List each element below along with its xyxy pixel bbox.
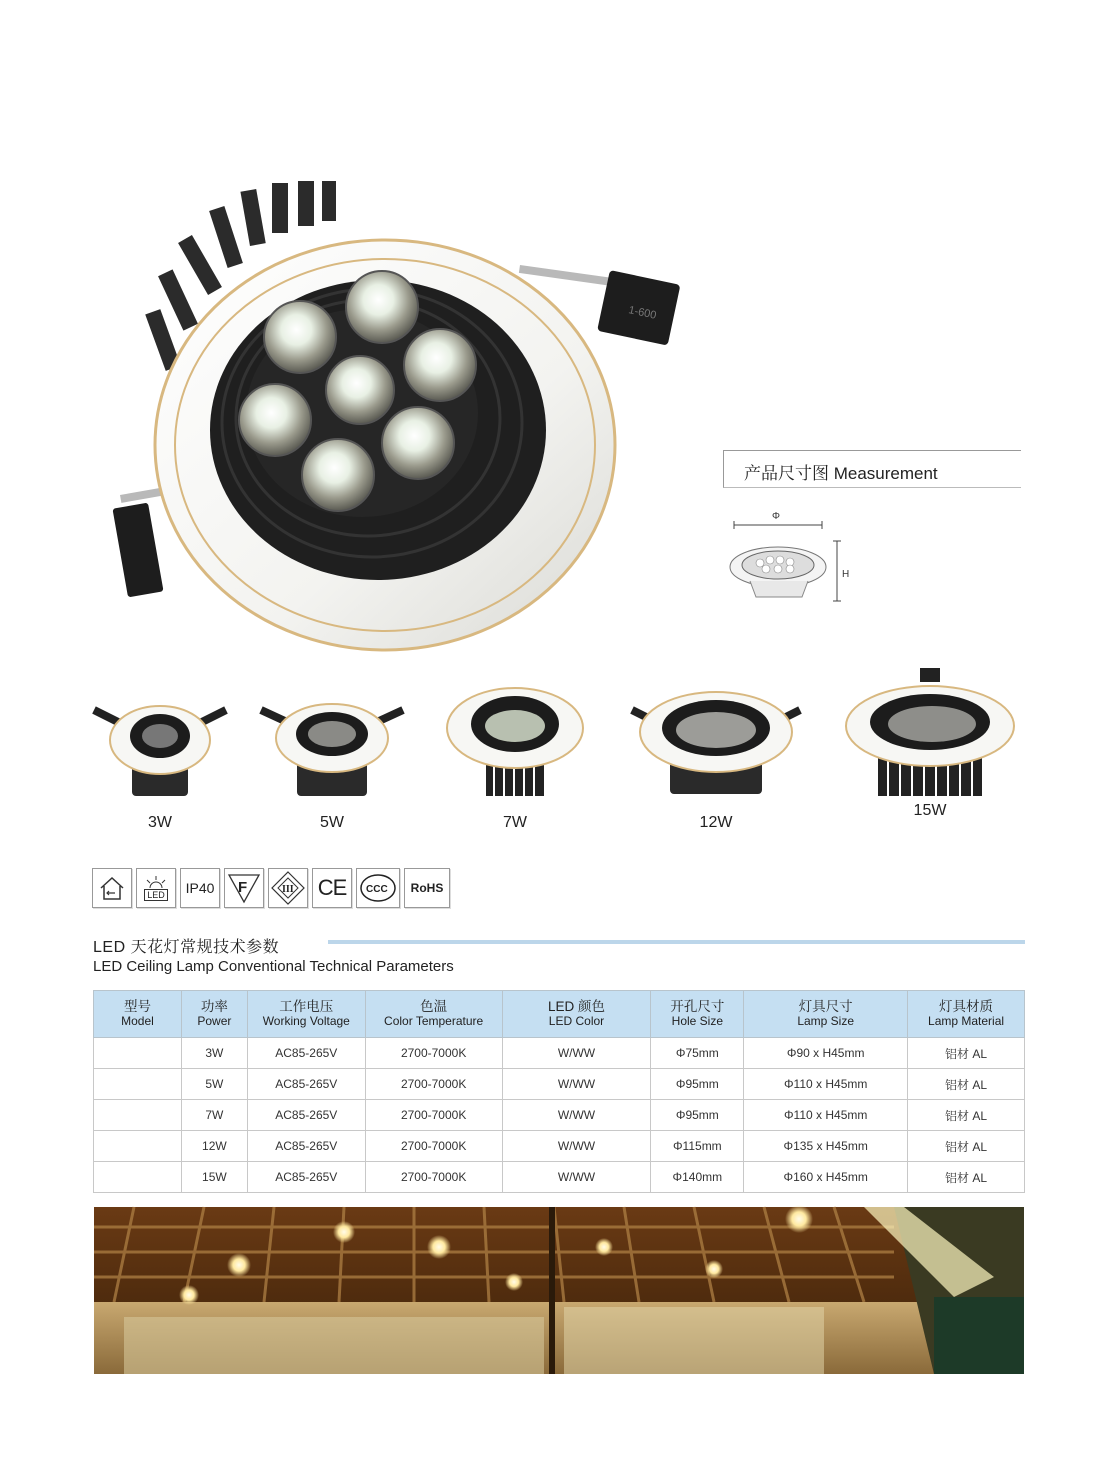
measurement-title: 产品尺寸图 Measurement — [744, 464, 938, 483]
header-zh: 灯具材质 — [939, 999, 994, 1014]
header-en: Power — [197, 1014, 232, 1028]
table-header-row — [94, 991, 1025, 1038]
ccc-text: CCC — [366, 884, 388, 895]
header-en: LED Color — [548, 1014, 605, 1028]
header-lamp-size — [744, 991, 908, 1038]
header-zh: 工作电压 — [279, 999, 334, 1014]
f-mark-text: F — [238, 879, 248, 896]
variant-label: 7W — [503, 814, 527, 831]
lamp-3w-image — [90, 680, 230, 800]
header-en: Model — [121, 1014, 154, 1028]
table-cell: Φ160 x H45mm — [744, 1162, 908, 1193]
table-cell: 12W — [181, 1131, 247, 1162]
table-row — [94, 1069, 1025, 1100]
variant-12w — [628, 680, 804, 832]
table-cell: AC85-265V — [247, 1100, 365, 1131]
variant-label: 12W — [699, 814, 733, 831]
variant-label: 3W — [148, 814, 172, 831]
table-cell: AC85-265V — [247, 1069, 365, 1100]
interior-photo — [94, 1207, 1024, 1374]
table-cell: 2700-7000K — [365, 1100, 502, 1131]
table-cell: W/WW — [502, 1100, 651, 1131]
spec-table — [93, 990, 1025, 1193]
header-zh: LED 颜色 — [547, 999, 605, 1014]
table-cell: 铝材 AL — [908, 1038, 1025, 1069]
variant-15w — [840, 668, 1020, 820]
section-accent-bar — [328, 940, 1025, 944]
f-mark-icon — [224, 868, 264, 908]
section-title-en: LED Ceiling Lamp Conventional Technical Parameters — [93, 958, 454, 975]
table-cell: 铝材 AL — [908, 1162, 1025, 1193]
header-led-color — [502, 991, 651, 1038]
table-cell: 2700-7000K — [365, 1038, 502, 1069]
table-cell: Φ115mm — [651, 1131, 744, 1162]
table-cell: W/WW — [502, 1069, 651, 1100]
header-material — [908, 991, 1025, 1038]
header-en: Working Voltage — [262, 1014, 350, 1028]
header-voltage — [247, 991, 365, 1038]
table-row — [94, 1131, 1025, 1162]
variant-3w — [90, 680, 230, 832]
led-icon — [136, 868, 176, 908]
table-cell: Φ95mm — [651, 1100, 744, 1131]
hero-lamp-image — [100, 175, 658, 655]
table-cell: W/WW — [502, 1038, 651, 1069]
bracket-text: 1-600 — [627, 304, 658, 322]
rohs-text: RoHS — [410, 881, 444, 895]
header-zh: 灯具尺寸 — [798, 999, 853, 1014]
indoor-use-icon — [92, 868, 132, 908]
header-power — [181, 991, 247, 1038]
table-row — [94, 1038, 1025, 1069]
certification-icons — [92, 868, 450, 912]
header-zh: 开孔尺寸 — [670, 999, 725, 1014]
header-en: Lamp Material — [928, 1014, 1005, 1028]
table-cell: Φ95mm — [651, 1069, 744, 1100]
table-row — [94, 1100, 1025, 1131]
table-cell: AC85-265V — [247, 1131, 365, 1162]
header-zh: 色温 — [420, 999, 448, 1014]
table-cell: Φ140mm — [651, 1162, 744, 1193]
ip40-icon — [180, 868, 220, 908]
ce-icon — [312, 868, 352, 908]
table-cell — [94, 1162, 182, 1193]
variant-label: 5W — [320, 814, 344, 831]
led-icon-text: LED — [144, 889, 168, 901]
table-cell: Φ75mm — [651, 1038, 744, 1069]
lamp-7w-image — [440, 680, 590, 800]
lamp-5w-image — [257, 680, 407, 800]
table-cell: W/WW — [502, 1162, 651, 1193]
measurement-box — [723, 450, 1021, 488]
table-row — [94, 1162, 1025, 1193]
header-zh: 功率 — [200, 999, 228, 1014]
table-cell: AC85-265V — [247, 1038, 365, 1069]
header-en: Lamp Size — [797, 1014, 855, 1028]
table-cell: 7W — [181, 1100, 247, 1131]
header-zh: 型号 — [123, 999, 151, 1014]
variant-5w — [257, 680, 407, 832]
table-cell: Φ135 x H45mm — [744, 1131, 908, 1162]
lamp-15w-image — [840, 668, 1020, 800]
class-iii-text: III — [282, 884, 294, 895]
header-en: Color Temperature — [384, 1014, 484, 1028]
ce-text: CE — [317, 875, 347, 900]
table-cell: 2700-7000K — [365, 1131, 502, 1162]
class-iii-icon — [268, 868, 308, 908]
header-en: Hole Size — [671, 1014, 724, 1028]
header-color-temp — [365, 991, 502, 1038]
table-cell: AC85-265V — [247, 1162, 365, 1193]
table-cell — [94, 1131, 182, 1162]
phi-label: Φ — [772, 511, 780, 522]
table-cell: 3W — [181, 1038, 247, 1069]
table-cell: 铝材 AL — [908, 1131, 1025, 1162]
header-hole-size — [651, 991, 744, 1038]
table-cell — [94, 1100, 182, 1131]
table-cell: 5W — [181, 1069, 247, 1100]
ccc-icon — [356, 868, 400, 908]
table-cell: W/WW — [502, 1131, 651, 1162]
table-cell: Φ110 x H45mm — [744, 1069, 908, 1100]
table-cell: 铝材 AL — [908, 1100, 1025, 1131]
measurement-diagram — [722, 505, 857, 615]
rohs-icon — [404, 868, 450, 908]
variant-7w — [440, 680, 590, 832]
table-cell — [94, 1038, 182, 1069]
lamp-12w-image — [628, 680, 804, 800]
h-label: H — [842, 569, 850, 580]
section-title-zh: LED 天花灯常规技术参数 — [93, 939, 280, 956]
header-model — [94, 991, 182, 1038]
table-cell: 15W — [181, 1162, 247, 1193]
table-cell: Φ90 x H45mm — [744, 1038, 908, 1069]
variant-label: 15W — [913, 802, 947, 819]
table-cell — [94, 1069, 182, 1100]
table-cell: 铝材 AL — [908, 1069, 1025, 1100]
table-cell: 2700-7000K — [365, 1162, 502, 1193]
ip40-text: IP40 — [185, 880, 215, 896]
table-cell: 2700-7000K — [365, 1069, 502, 1100]
table-cell: Φ110 x H45mm — [744, 1100, 908, 1131]
